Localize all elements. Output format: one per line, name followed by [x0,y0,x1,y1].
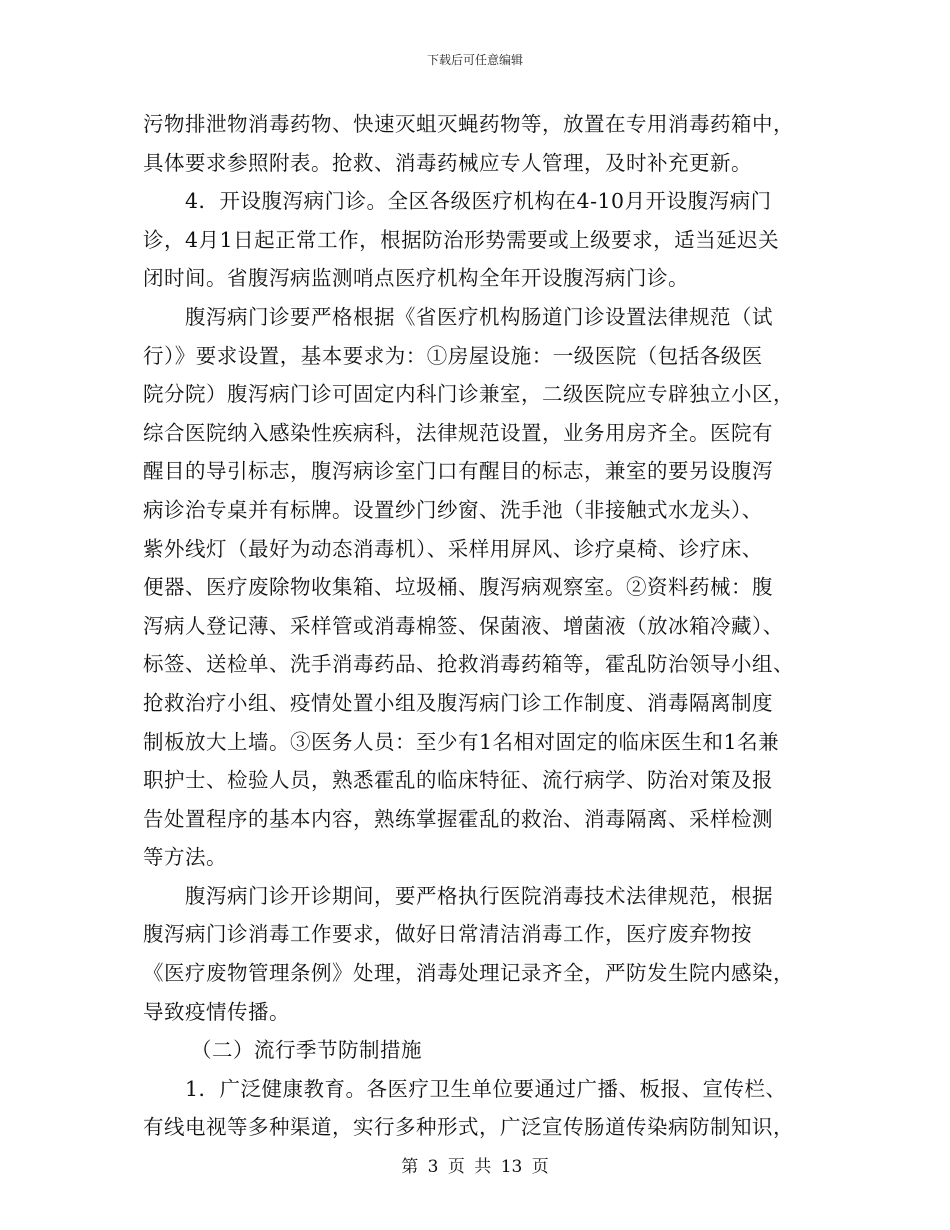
page-number: 第 3 页 共 13 页 [401,1157,549,1177]
section-heading: （二）流行季节防制措施 [191,1038,422,1063]
paragraph-line: 标签、送检单、洗手消毒药品、抢救消毒药箱等，霍乱防治领导小组、 [143,652,794,677]
paragraph-line: 便器、医疗废除物收集箱、垃圾桶、腹泻病观察室。②资料药械：腹 [143,575,773,600]
paragraph-line: 诊，4月1日起正常工作，根据防治形势需要或上级要求，适当延迟关 [143,227,780,252]
document-body [143,105,811,1147]
paragraph-line: 综合医院纳入感染性疾病科，法律规范设置，业务用房齐全。医院有 [143,420,773,445]
paragraph-line: 病诊治专桌并有标牌。设置纱门纱窗、洗手池（非接触式水龙头）、 [143,497,763,522]
paragraph-line: 醒目的导引标志，腹泻病诊室门口有醒目的标志，兼室的要另设腹泻 [143,459,773,484]
paragraph-line: 行）》要求设置，基本要求为：①房屋设施：一级医院（包括各级医 [143,343,763,368]
paragraph-line: 职护士、检验人员，熟悉霍乱的临床特征、流行病学、防治对策及报 [143,768,773,793]
paragraph-line: 4．开设腹泻病门诊。全区各级医疗机构在4-10月开设腹泻病门 [185,189,772,214]
paragraph-line: 导致疫情传播。 [143,999,290,1024]
paragraph-line: 紫外线灯（最好为动态消毒机）、采样用屏风、诊疗桌椅、诊疗床、 [143,536,763,561]
page-header-note: 下载后可任意编辑 [426,53,523,67]
paragraph-line: 泻病人登记薄、采样管或消毒棉签、保菌液、增菌液（放冰箱冷藏）、 [143,613,784,638]
paragraph-line: 院分院）腹泻病门诊可固定内科门诊兼室，二级医院应专辟独立小区， [143,382,794,407]
paragraph-line: 腹泻病门诊消毒工作要求，做好日常清洁消毒工作，医疗废弃物按 [143,922,752,947]
paragraph-line: 污物排泄物消毒药物、快速灭蛆灭蝇药物等，放置在专用消毒药箱中， [143,112,794,136]
paragraph-line: 告处置程序的基本内容，熟练掌握霍乱的救治、消毒隔离、采样检测 [143,806,773,831]
paragraph-line: 腹泻病门诊要严格根据《省医疗机构肠道门诊设置法律规范（试 [185,304,773,329]
paragraph-line: 制板放大上墙。③医务人员：至少有1名相对固定的临床医生和1名兼 [143,729,780,754]
paragraph-line: 有线电视等多种渠道，实行多种形式，广泛宣传肠道传染病防制知识， [143,1115,794,1140]
paragraph-line: 具体要求参照附表。抢救、消毒药械应专人管理，及时补充更新。 [143,150,752,175]
paragraph-line: 抢救治疗小组、疫情处置小组及腹泻病门诊工作制度、消毒隔离制度 [143,690,773,715]
paragraph-line: 1．广泛健康教育。各医疗卫生单位要通过广播、板报、宣传栏、 [185,1076,787,1101]
paragraph-line: 闭时间。省腹泻病监测哨点医疗机构全年开设腹泻病门诊。 [143,266,689,291]
paragraph-line: 等方法。 [143,845,227,870]
paragraph-line: 腹泻病门诊开诊期间，要严格执行医院消毒技术法律规范，根据 [185,883,773,908]
paragraph-line: 《医疗废物管理条例》处理，消毒处理记录齐全，严防发生院内感染， [143,961,794,986]
